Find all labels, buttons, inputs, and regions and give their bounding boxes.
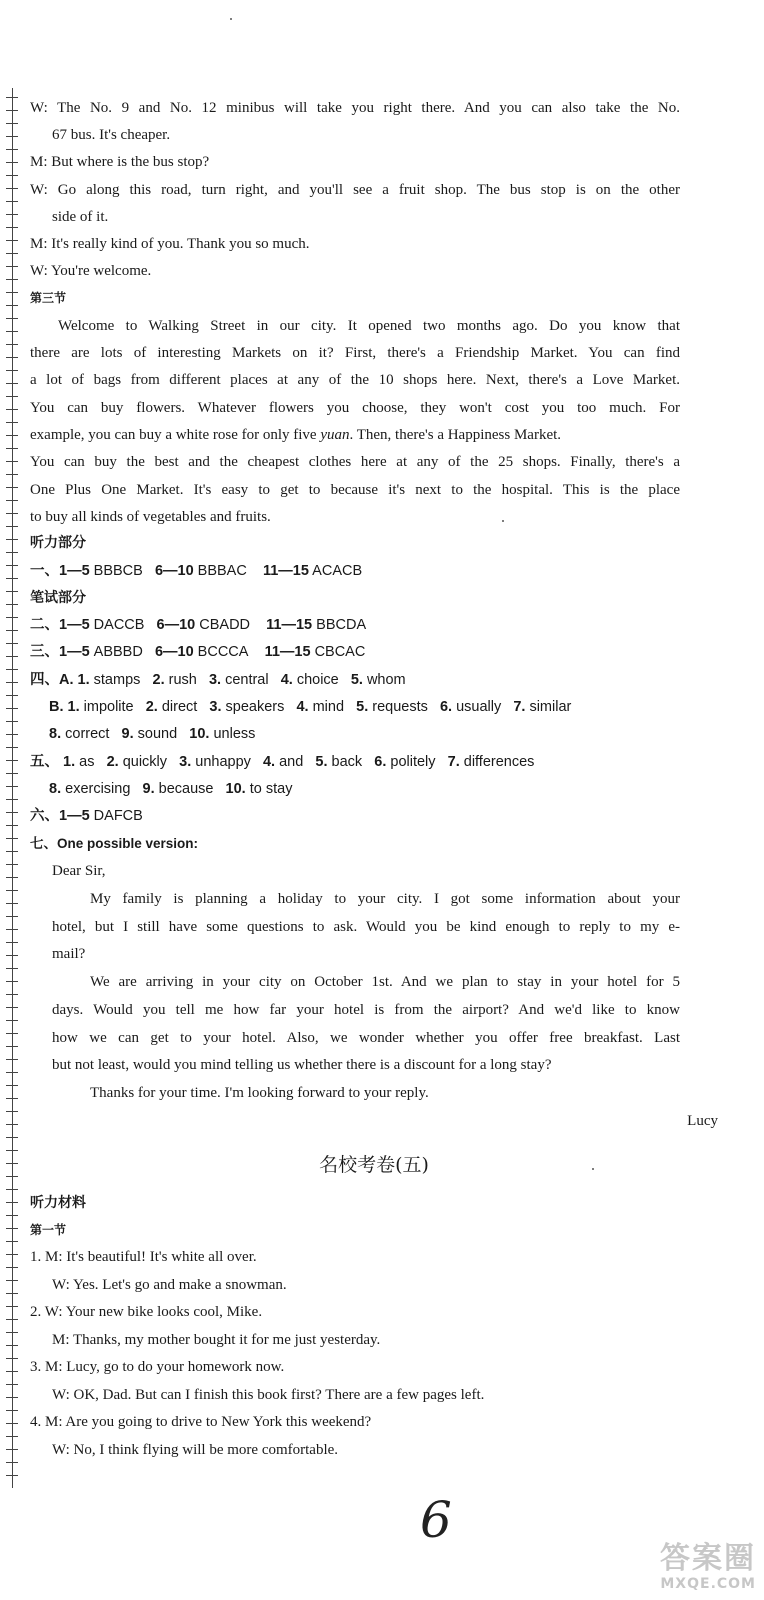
dialogue-line: W: The No. 9 and No. 12 minibus will take you right there. And you can also take the No. xyxy=(30,100,680,116)
dialogue-line: 67 bus. It's cheaper. xyxy=(52,127,171,143)
answer-row-4a xyxy=(30,671,406,689)
item-word: usually xyxy=(456,699,502,715)
dialogue-line: M: Thanks, my mother bought it for me just yesterday. xyxy=(52,1332,381,1348)
written-heading: 笔试部分 xyxy=(30,590,86,606)
answer-label: 6—10 xyxy=(154,644,194,660)
item-word: similar xyxy=(529,699,572,715)
letter-line: days. Would you tell me how far your hotel is from the airport? And we'd like to know xyxy=(52,1002,680,1018)
paragraph-line: One Plus One Market. It's easy to get to because it's next to the hospital. This is the place xyxy=(30,482,680,498)
item-number: 1. xyxy=(77,672,90,688)
item-number: 4. xyxy=(280,672,293,688)
dialogue-line: 2. W: Your new bike looks cool, Mike. xyxy=(30,1304,263,1320)
answer-row-4b xyxy=(49,698,571,716)
exam-title: 名校考卷(五) xyxy=(319,1154,429,1176)
listening-heading: 听力部分 xyxy=(30,535,86,551)
dialogue-line: W: Go along this road, turn right, and you'll see a fruit shop. The bus stop is on the other xyxy=(30,182,680,198)
item-number: 6. xyxy=(374,754,387,770)
dialogue-line: 1. M: It's beautiful! It's white all over. xyxy=(30,1249,257,1265)
answer-label: 11—15 xyxy=(262,563,309,579)
scan-dot xyxy=(230,18,232,20)
item-word: to stay xyxy=(249,781,293,797)
item-word: unless xyxy=(213,726,256,742)
dialogue-line: W: Yes. Let's go and make a snowman. xyxy=(52,1277,287,1293)
dialogue-line: W: No, I think flying will be more comfortable. xyxy=(52,1442,339,1458)
item-word: requests xyxy=(372,699,428,715)
letter-signature: Lucy xyxy=(687,1113,718,1129)
item-word: direct xyxy=(161,699,198,715)
item-word: sound xyxy=(137,726,178,742)
answer-row-3 xyxy=(30,643,365,661)
paragraph-text: example, you can buy a white rose for only five xyxy=(30,427,317,443)
item-word: rush xyxy=(168,672,197,688)
item-number: 9. xyxy=(121,726,134,742)
item-word: differences xyxy=(463,754,535,770)
letter-line: hotel, but I still have some questions to ask. Would you be kind enough to reply to my e- xyxy=(52,919,680,935)
paragraph-line: You can buy the best and the cheapest clothes here at any of the 25 shops. Finally, there's a xyxy=(30,454,680,470)
section-heading: 听力材料 xyxy=(30,1195,86,1211)
answer-row-4c xyxy=(49,725,255,743)
paragraph-line: there are lots of interesting Markets on it? First, there's a Friendship Market. You can find xyxy=(30,345,680,361)
answer-row-7: 七、One possible version: xyxy=(30,836,199,851)
section-heading: 第三节 xyxy=(30,291,67,305)
item-word: impolite xyxy=(83,699,134,715)
item-number: 3. xyxy=(208,672,222,688)
item-word: and xyxy=(279,754,304,770)
answer-value: BBBCB xyxy=(93,563,143,579)
item-word: quickly xyxy=(122,754,168,770)
answer-value: CBCAC xyxy=(314,644,366,660)
binding-margin xyxy=(6,88,18,1488)
watermark xyxy=(660,1542,756,1592)
answer-label: 一、1—5 xyxy=(30,563,90,579)
letter-line: My family is planning a holiday to your city. I got some information about your xyxy=(90,891,680,907)
answer-row-1 xyxy=(30,562,362,580)
item-word: whom xyxy=(366,672,406,688)
item-word: choice xyxy=(296,672,339,688)
answer-value: CBADD xyxy=(199,617,251,633)
answer-label: 11—15 xyxy=(264,644,311,660)
answer-label: 六、1—5 xyxy=(30,808,90,824)
item-number: 8. xyxy=(49,781,62,797)
item-number: 6. xyxy=(439,699,453,715)
paragraph-line xyxy=(30,426,561,444)
watermark-url: MXQE.COM xyxy=(660,1576,756,1592)
item-number: 1. xyxy=(67,699,80,715)
item-number: 2. xyxy=(145,699,158,715)
answer-label: 四、A. xyxy=(30,672,74,688)
answer-value: ABBBD xyxy=(93,644,143,660)
answer-label: 五、 xyxy=(30,754,59,770)
letter-line: but not least, would you mind telling us whether there is a discount for a long stay? xyxy=(52,1057,552,1073)
paragraph-line: a lot of bags from different places at any of the 10 shops here. Next, there's a Love Market. xyxy=(30,372,680,388)
item-number: 5. xyxy=(356,699,369,715)
item-word: back xyxy=(331,754,363,770)
item-number: 3. xyxy=(179,754,192,770)
answer-value: ACACB xyxy=(312,563,363,579)
sub-heading: 第一节 xyxy=(30,1223,67,1237)
italic-word: yuan xyxy=(320,427,350,443)
letter-line: Thanks for your time. I'm looking forward to your reply. xyxy=(90,1085,429,1101)
paragraph-line: You can buy flowers. Whatever flowers you choose, they won't cost you too much. For xyxy=(30,400,680,416)
item-number: 2. xyxy=(106,754,119,770)
item-word: correct xyxy=(65,726,110,742)
letter-greeting: Dear Sir, xyxy=(52,863,106,879)
paragraph-line: Welcome to Walking Street in our city. It opened two months ago. Do you know that xyxy=(58,318,680,334)
item-word: central xyxy=(225,672,269,688)
answer-value: BBBAC xyxy=(197,563,247,579)
paragraph-line: to buy all kinds of vegetables and fruits. xyxy=(30,509,271,525)
answer-row-5a xyxy=(30,753,534,771)
answer-label: 6—10 xyxy=(156,617,196,633)
item-number: 5. xyxy=(350,672,363,688)
item-number: 3. xyxy=(209,699,222,715)
item-word: politely xyxy=(390,754,436,770)
answer-label: B. xyxy=(49,699,64,715)
handwritten-page-number: 6 xyxy=(420,1491,452,1549)
answer-label: 三、1—5 xyxy=(30,644,90,660)
dialogue-line: M: But where is the bus stop? xyxy=(30,154,210,170)
answer-value: BCCCA xyxy=(197,644,249,660)
answer-label: 二、1—5 xyxy=(30,617,90,633)
item-number: 4. xyxy=(296,699,309,715)
answer-row-5b xyxy=(49,780,292,798)
paragraph-text: . Then, there's a Happiness Market. xyxy=(349,427,562,443)
letter-line: We are arriving in your city on October 1st. And we plan to stay in your hotel for 5 xyxy=(90,974,680,990)
dialogue-line: 3. M: Lucy, go to do your homework now. xyxy=(30,1359,285,1375)
item-number: 1. xyxy=(63,754,76,770)
item-number: 7. xyxy=(447,754,460,770)
answer-label: 11—15 xyxy=(266,617,313,633)
dialogue-line: W: You're welcome. xyxy=(30,263,152,279)
answer-value: DACCB xyxy=(93,617,145,633)
item-word: speakers xyxy=(225,699,285,715)
scan-dot xyxy=(502,520,504,522)
answer-label: 6—10 xyxy=(154,563,194,579)
dialogue-line: 4. M: Are you going to drive to New York this weekend? xyxy=(30,1414,372,1430)
dialogue-line: M: It's really kind of you. Thank you so much. xyxy=(30,236,310,252)
item-number: 8. xyxy=(49,726,62,742)
letter-line: mail? xyxy=(52,946,86,962)
item-number: 4. xyxy=(262,754,276,770)
answer-row-6 xyxy=(30,807,143,825)
item-word: because xyxy=(158,781,214,797)
watermark-logo: 答案圈 xyxy=(660,1541,756,1576)
item-number: 2. xyxy=(152,672,165,688)
dialogue-line: side of it. xyxy=(52,209,109,225)
item-number: 7. xyxy=(513,699,526,715)
item-number: 10. xyxy=(189,726,210,742)
item-word: stamps xyxy=(93,672,141,688)
item-number: 5. xyxy=(315,754,328,770)
dialogue-line: W: OK, Dad. But can I finish this book first? There are a few pages left. xyxy=(52,1387,485,1403)
item-word: exercising xyxy=(65,781,131,797)
item-number: 10. xyxy=(225,781,246,797)
answer-value: DAFCB xyxy=(93,808,143,824)
item-word: mind xyxy=(312,699,345,715)
answer-row-2 xyxy=(30,616,366,634)
answer-value: BBCDA xyxy=(316,617,367,633)
item-word: as xyxy=(79,754,95,770)
letter-line: how we can get to your hotel. Also, we wonder whether you offer free breakfast. Last xyxy=(52,1030,680,1046)
item-word: unhappy xyxy=(195,754,251,770)
item-number: 9. xyxy=(142,781,155,797)
